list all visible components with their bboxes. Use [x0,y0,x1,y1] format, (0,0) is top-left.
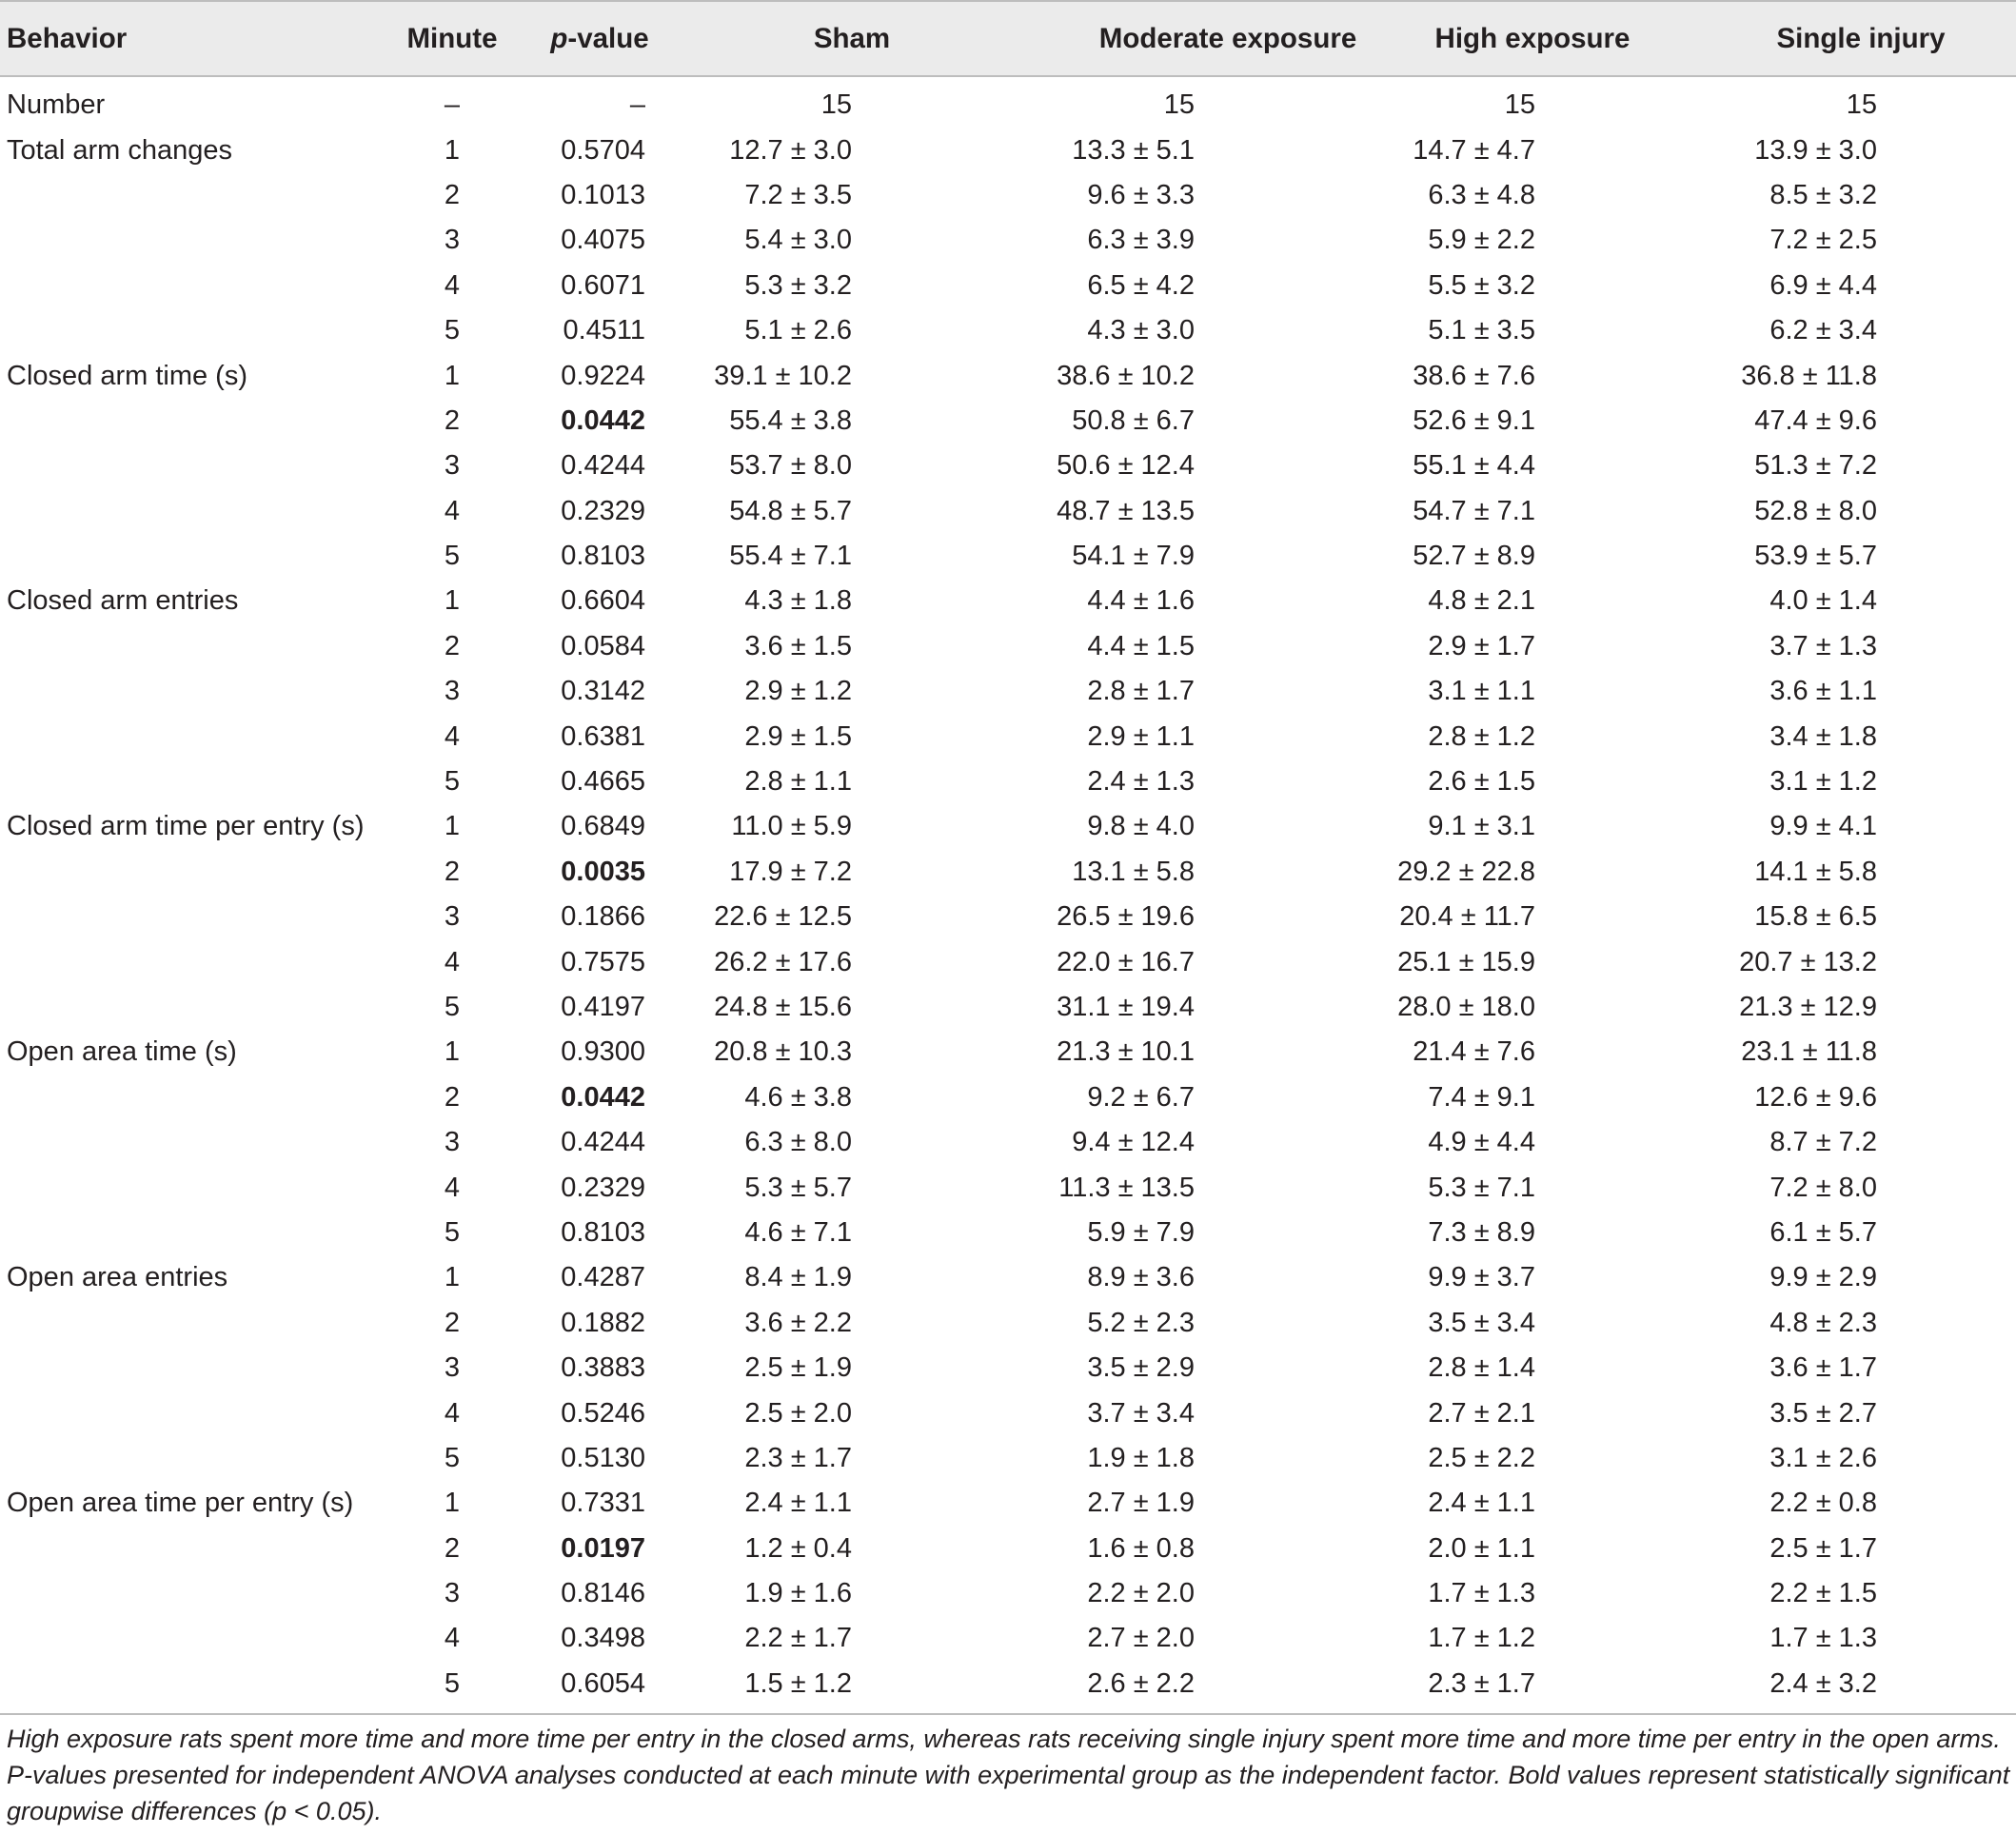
row-moderate: 13.1 ± 5.8 [1072,856,1195,887]
row-sham: 2.2 ± 1.7 [744,1623,852,1654]
row-sham: 5.4 ± 3.0 [744,225,852,256]
row-minute: 5 [444,1442,461,1473]
header-pvalue-rest: -value [567,22,649,54]
row-pvalue: 0.5246 [561,1397,645,1429]
row-moderate: 2.4 ± 1.3 [1087,766,1195,798]
row-single: 3.4 ± 1.8 [1769,720,1877,752]
row-high: 9.9 ± 3.7 [1428,1262,1535,1293]
row-pvalue: 0.0442 [561,1081,645,1113]
row-single: 47.4 ± 9.6 [1754,404,1877,436]
row-minute: 3 [444,1352,461,1384]
row-behavior: Total arm changes [7,134,232,166]
row-minute: 2 [444,630,461,661]
row-minute: 4 [444,269,461,301]
row-minute: 3 [444,901,461,933]
row-high: 2.8 ± 1.4 [1428,1352,1535,1384]
table-row [0,1120,2016,1165]
row-moderate: 6.5 ± 4.2 [1087,269,1195,301]
row-single: 7.2 ± 8.0 [1769,1172,1877,1203]
table-row [0,1255,2016,1300]
row-moderate: 21.3 ± 10.1 [1057,1036,1195,1068]
header-high: High exposure [1434,22,1631,54]
row-minute: 1 [444,134,461,166]
row-moderate: 50.8 ± 6.7 [1072,404,1195,436]
row-pvalue: 0.0035 [561,856,645,887]
row-single: 20.7 ± 13.2 [1739,946,1877,977]
row-pvalue: 0.3498 [561,1623,645,1654]
row-pvalue: 0.4197 [561,992,645,1022]
row-moderate: 6.3 ± 3.9 [1087,225,1195,256]
row-minute: 4 [444,720,461,752]
row-pvalue: 0.4511 [563,315,645,346]
row-behavior: Number [7,89,106,121]
header-sham: Sham [813,22,891,54]
row-high: 15 [1504,89,1535,121]
row-pvalue: 0.6071 [561,269,645,301]
row-minute: 5 [444,1667,461,1699]
row-moderate: 2.2 ± 2.0 [1087,1578,1195,1609]
row-sham: 20.8 ± 10.3 [714,1036,852,1068]
table-row [0,173,2016,218]
row-high: 20.4 ± 11.7 [1399,901,1535,933]
row-pvalue: 0.6604 [561,585,645,617]
row-moderate: 9.4 ± 12.4 [1072,1127,1195,1158]
row-high: 3.5 ± 3.4 [1428,1307,1535,1338]
row-high: 3.1 ± 1.1 [1428,676,1535,707]
row-sham: 4.6 ± 3.8 [744,1081,852,1113]
row-sham: 2.5 ± 1.9 [744,1352,852,1384]
row-high: 38.6 ± 7.6 [1413,360,1535,391]
row-high: 6.3 ± 4.8 [1428,179,1535,210]
table-row [0,1346,2016,1390]
row-single: 2.2 ± 0.8 [1769,1488,1877,1519]
row-high: 7.3 ± 8.9 [1428,1216,1535,1248]
row-pvalue: 0.8103 [561,1216,645,1248]
row-behavior: Closed arm entries [7,585,239,617]
row-sham: 55.4 ± 3.8 [729,404,852,436]
row-high: 55.1 ± 4.4 [1413,450,1535,482]
row-sham: 1.2 ± 0.4 [744,1532,852,1564]
row-minute: 5 [444,1216,461,1248]
row-high: 2.6 ± 1.5 [1428,766,1535,798]
row-moderate: 2.7 ± 2.0 [1087,1623,1195,1654]
row-sham: 15 [820,89,852,121]
row-sham: 6.3 ± 8.0 [744,1127,852,1158]
row-sham: 2.5 ± 2.0 [744,1397,852,1429]
row-single: 12.6 ± 9.6 [1754,1081,1877,1113]
row-single: 2.2 ± 1.5 [1769,1578,1877,1609]
table-caption: High exposure rats spent more time and more time per entry in the closed arms, whereas rats receiving single injury spent more time and more time per entry in the open arms. P-values presented for independent ANOVA analyses conducted at each minute with experimental group as the independent factor. Bold values represent statistically significant groupwise differences (p < 0.05). [7,1725,2010,1825]
header-pvalue [533,2,666,75]
row-pvalue: 0.8146 [561,1578,645,1609]
row-high: 21.4 ± 7.6 [1413,1036,1535,1068]
row-high: 52.6 ± 9.1 [1413,404,1535,436]
row-minute: 4 [444,946,461,977]
row-high: 5.5 ± 3.2 [1428,269,1535,301]
row-minute: 3 [444,225,461,256]
table-body [0,83,2016,1706]
row-single: 3.6 ± 1.7 [1769,1352,1877,1384]
table-row [0,1616,2016,1661]
row-high: 5.1 ± 3.5 [1428,315,1535,346]
row-single: 4.8 ± 2.3 [1769,1307,1877,1338]
row-minute: 5 [444,766,461,798]
row-single: 8.5 ± 3.2 [1769,179,1877,210]
row-minute: 5 [444,541,461,572]
row-pvalue: 0.3142 [561,676,645,707]
row-moderate: 3.7 ± 3.4 [1087,1397,1195,1429]
row-pvalue: 0.0584 [561,630,645,661]
row-sham: 53.7 ± 8.0 [729,450,852,482]
row-pvalue: 0.6849 [561,811,645,842]
table-row [0,444,2016,488]
row-high: 2.8 ± 1.2 [1428,720,1535,752]
row-moderate: 5.2 ± 2.3 [1087,1307,1195,1338]
row-pvalue: 0.4075 [561,225,645,256]
table-row [0,308,2016,353]
row-single: 3.1 ± 2.6 [1769,1442,1877,1473]
row-moderate: 31.1 ± 19.4 [1057,992,1195,1022]
row-sham: 2.8 ± 1.1 [744,766,852,798]
row-moderate: 9.8 ± 4.0 [1087,811,1195,842]
row-single: 7.2 ± 2.5 [1769,225,1877,256]
row-single: 2.5 ± 1.7 [1769,1532,1877,1564]
row-high: 1.7 ± 1.2 [1428,1623,1535,1654]
row-moderate: 2.7 ± 1.9 [1087,1488,1195,1519]
table-row [0,1030,2016,1075]
row-pvalue: 0.1013 [561,179,645,210]
row-sham: 2.3 ± 1.7 [744,1442,852,1473]
row-single: 3.7 ± 1.3 [1769,630,1877,661]
table-row [0,1481,2016,1526]
header-behavior: Behavior [7,22,128,54]
row-high: 2.9 ± 1.7 [1428,630,1535,661]
row-single: 15.8 ± 6.5 [1754,901,1877,933]
table-row [0,1436,2016,1481]
table-row [0,1662,2016,1706]
row-moderate: 22.0 ± 16.7 [1057,946,1195,977]
row-high: 29.2 ± 22.8 [1397,856,1535,887]
row-moderate: 5.9 ± 7.9 [1087,1216,1195,1248]
row-single: 9.9 ± 4.1 [1769,811,1877,842]
table-row [0,579,2016,623]
row-sham: 54.8 ± 5.7 [729,495,852,526]
row-moderate: 8.9 ± 3.6 [1087,1262,1195,1293]
row-minute: 2 [444,1532,461,1564]
row-behavior: Open area time per entry (s) [7,1488,354,1519]
row-pvalue: 0.1882 [561,1307,645,1338]
table-row [0,1165,2016,1210]
row-moderate: 9.6 ± 3.3 [1087,179,1195,210]
row-moderate: 2.8 ± 1.7 [1087,676,1195,707]
table-row [0,534,2016,579]
row-pvalue: 0.8103 [561,541,645,572]
row-high: 5.3 ± 7.1 [1428,1172,1535,1203]
row-behavior: Open area time (s) [7,1036,237,1068]
row-sham: 26.2 ± 17.6 [714,946,852,977]
row-single: 52.8 ± 8.0 [1754,495,1877,526]
row-moderate: 2.6 ± 2.2 [1087,1667,1195,1699]
row-single: 4.0 ± 1.4 [1769,585,1877,617]
table-row [0,83,2016,128]
table-row [0,850,2016,895]
row-single: 6.9 ± 4.4 [1769,269,1877,301]
row-sham: 1.5 ± 1.2 [744,1667,852,1699]
header-single: Single injury [1776,22,1946,54]
row-sham: 39.1 ± 10.2 [714,360,852,391]
row-minute: 2 [444,179,461,210]
row-single: 3.1 ± 1.2 [1769,766,1877,798]
row-high: 54.7 ± 7.1 [1413,495,1535,526]
row-high: 9.1 ± 3.1 [1428,811,1535,842]
row-high: 52.7 ± 8.9 [1413,541,1535,572]
table-row [0,939,2016,984]
row-sham: 3.6 ± 2.2 [744,1307,852,1338]
row-moderate: 4.3 ± 3.0 [1087,315,1195,346]
row-high: 14.7 ± 4.7 [1413,134,1535,166]
row-minute: 1 [444,1262,461,1293]
row-sham: 1.9 ± 1.6 [744,1578,852,1609]
row-high: 4.8 ± 2.1 [1428,585,1535,617]
row-sham: 17.9 ± 7.2 [729,856,852,887]
row-single: 3.5 ± 2.7 [1769,1397,1877,1429]
table-row [0,1211,2016,1255]
row-sham: 8.4 ± 1.9 [744,1262,852,1293]
row-single: 3.6 ± 1.1 [1769,676,1877,707]
table-row [0,218,2016,263]
row-pvalue: 0.2329 [561,1172,645,1203]
row-pvalue: 0.4244 [561,1127,645,1158]
row-single: 21.3 ± 12.9 [1739,992,1877,1022]
row-behavior: Closed arm time per entry (s) [7,811,365,842]
row-single: 51.3 ± 7.2 [1754,450,1877,482]
row-minute: 4 [444,495,461,526]
row-sham: 5.3 ± 3.2 [744,269,852,301]
row-minute: 1 [444,1488,461,1519]
row-high: 2.5 ± 2.2 [1428,1442,1535,1473]
row-behavior: Open area entries [7,1262,228,1293]
table-row [0,1075,2016,1120]
row-high: 5.9 ± 2.2 [1428,225,1535,256]
row-moderate: 13.3 ± 5.1 [1072,134,1195,166]
table-row [0,669,2016,714]
row-moderate: 4.4 ± 1.5 [1087,630,1195,661]
row-high: 2.7 ± 2.1 [1428,1397,1535,1429]
row-moderate: 9.2 ± 6.7 [1087,1081,1195,1113]
table-row [0,353,2016,398]
row-pvalue: 0.1866 [561,901,645,933]
row-minute: 1 [444,811,461,842]
row-sham: 55.4 ± 7.1 [729,541,852,572]
row-pvalue: 0.0442 [561,404,645,436]
row-moderate: 2.9 ± 1.1 [1087,720,1195,752]
row-high: 28.0 ± 18.0 [1397,992,1535,1022]
row-single: 36.8 ± 11.8 [1741,360,1877,391]
row-pvalue: 0.4287 [561,1262,645,1293]
row-sham: 3.6 ± 1.5 [744,630,852,661]
row-pvalue: 0.4665 [561,766,645,798]
row-high: 25.1 ± 15.9 [1397,946,1535,977]
row-minute: 5 [444,992,461,1022]
row-single: 9.9 ± 2.9 [1769,1262,1877,1293]
row-moderate: 26.5 ± 19.6 [1057,901,1195,933]
row-minute: 5 [444,315,461,346]
table-header [0,0,2016,77]
table-row [0,985,2016,1030]
row-sham: 11.0 ± 5.9 [731,811,852,842]
row-minute: 4 [444,1172,461,1203]
row-moderate: 50.6 ± 12.4 [1057,450,1195,482]
row-single: 8.7 ± 7.2 [1769,1127,1877,1158]
row-single: 13.9 ± 3.0 [1754,134,1877,166]
table-row [0,128,2016,172]
row-moderate: 1.6 ± 0.8 [1087,1532,1195,1564]
row-single: 6.1 ± 5.7 [1769,1216,1877,1248]
row-pvalue: 0.0197 [561,1532,645,1564]
row-sham: 4.6 ± 7.1 [744,1216,852,1248]
row-single: 15 [1846,89,1877,121]
row-single: 2.4 ± 3.2 [1769,1667,1877,1699]
row-pvalue: 0.4244 [561,450,645,482]
row-sham: 22.6 ± 12.5 [714,901,852,933]
row-pvalue: 0.2329 [561,495,645,526]
row-pvalue: 0.5130 [561,1442,645,1473]
row-high: 2.4 ± 1.1 [1428,1488,1535,1519]
table-row [0,1571,2016,1616]
table-row [0,759,2016,804]
row-minute: 2 [444,856,461,887]
header-pvalue-p: p [550,22,568,54]
row-sham: 4.3 ± 1.8 [744,585,852,617]
row-behavior: Closed arm time (s) [7,360,247,391]
row-high: 1.7 ± 1.3 [1428,1578,1535,1609]
row-minute: 4 [444,1623,461,1654]
row-single: 23.1 ± 11.8 [1741,1036,1877,1068]
row-moderate: 54.1 ± 7.9 [1072,541,1195,572]
table-row [0,624,2016,669]
row-moderate: 3.5 ± 2.9 [1087,1352,1195,1384]
row-minute: 3 [444,450,461,482]
row-sham: 24.8 ± 15.6 [714,992,852,1022]
header-minute: Minute [406,22,498,54]
table-row [0,1301,2016,1346]
row-high: 7.4 ± 9.1 [1428,1081,1535,1113]
row-minute: – [444,89,461,121]
row-high: 4.9 ± 4.4 [1428,1127,1535,1158]
row-sham: 12.7 ± 3.0 [729,134,852,166]
table-row [0,489,2016,534]
row-pvalue: 0.5704 [561,134,645,166]
table-row [0,714,2016,759]
table-row [0,264,2016,308]
row-moderate: 48.7 ± 13.5 [1057,495,1195,526]
row-minute: 3 [444,676,461,707]
row-moderate: 15 [1163,89,1195,121]
table-bottom-rule [0,1713,2016,1715]
row-minute: 2 [444,1307,461,1338]
row-minute: 1 [444,1036,461,1068]
row-moderate: 11.3 ± 13.5 [1058,1172,1195,1203]
row-moderate: 1.9 ± 1.8 [1087,1442,1195,1473]
row-high: 2.3 ± 1.7 [1428,1667,1535,1699]
row-minute: 2 [444,404,461,436]
row-pvalue: 0.7575 [561,946,645,977]
row-single: 14.1 ± 5.8 [1754,856,1877,887]
row-single: 6.2 ± 3.4 [1769,315,1877,346]
row-sham: 5.3 ± 5.7 [744,1172,852,1203]
row-moderate: 4.4 ± 1.6 [1087,585,1195,617]
row-moderate: 38.6 ± 10.2 [1057,360,1195,391]
row-sham: 7.2 ± 3.5 [744,179,852,210]
table-row [0,895,2016,939]
row-single: 53.9 ± 5.7 [1754,541,1877,572]
row-minute: 3 [444,1578,461,1609]
row-minute: 1 [444,360,461,391]
row-minute: 3 [444,1127,461,1158]
row-single: 1.7 ± 1.3 [1769,1623,1877,1654]
row-pvalue: 0.9300 [561,1036,645,1068]
header-moderate: Moderate exposure [1098,22,1357,54]
row-pvalue: 0.6054 [561,1667,645,1699]
row-minute: 1 [444,585,461,617]
table-row [0,1390,2016,1435]
table-row [0,804,2016,849]
row-sham: 2.9 ± 1.2 [744,676,852,707]
table-row [0,399,2016,444]
row-pvalue: 0.7331 [561,1488,645,1519]
row-pvalue: 0.3883 [561,1352,645,1384]
row-high: 2.0 ± 1.1 [1428,1532,1535,1564]
row-sham: 5.1 ± 2.6 [744,315,852,346]
row-pvalue: – [629,89,645,121]
row-pvalue: 0.6381 [561,720,645,752]
row-minute: 2 [444,1081,461,1113]
table-row [0,1527,2016,1571]
row-sham: 2.9 ± 1.5 [744,720,852,752]
row-minute: 4 [444,1397,461,1429]
row-pvalue: 0.9224 [561,360,645,391]
row-sham: 2.4 ± 1.1 [744,1488,852,1519]
